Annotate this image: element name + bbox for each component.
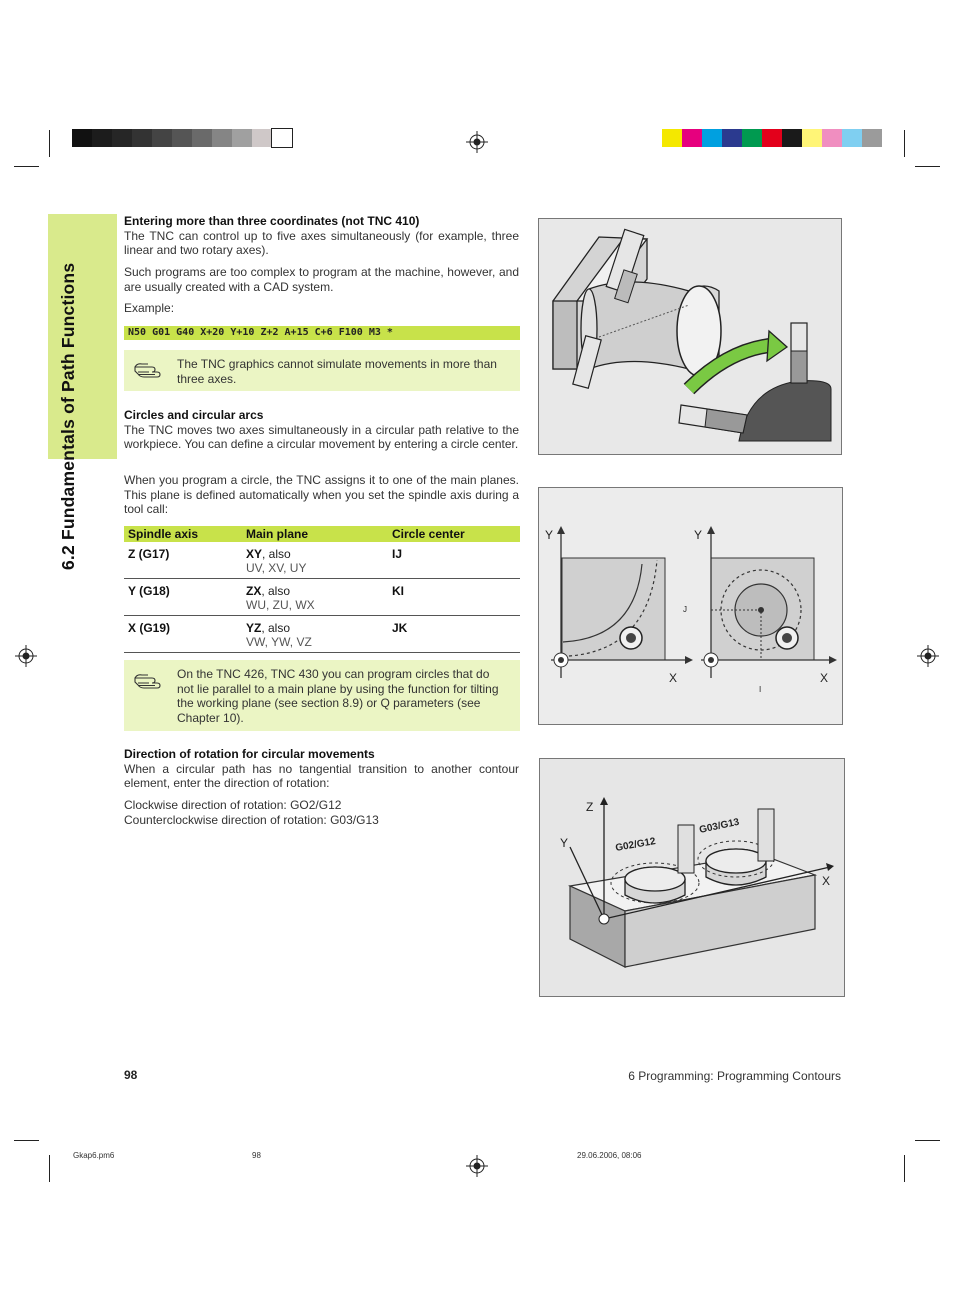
- main-plane-cell: YZ: [246, 621, 262, 635]
- circle-center-cell: IJ: [392, 547, 403, 561]
- color-swatch: [252, 129, 272, 147]
- j-label: J: [683, 605, 687, 614]
- counterclockwise-line: Counterclockwise direction of rotation: G03/G13: [124, 812, 379, 827]
- color-swatch: [132, 129, 152, 147]
- table-row: [124, 542, 520, 579]
- color-swatch: [682, 129, 702, 147]
- section1-heading: Entering more than three coordinates (not TNC 410): [124, 214, 420, 228]
- alt-planes-cell: VW, YW, VZ: [246, 635, 312, 649]
- color-swatch: [742, 129, 762, 147]
- registration-mark-icon: [917, 645, 939, 667]
- i-label: I: [759, 685, 762, 694]
- clockwise-line: Clockwise direction of rotation: GO2/G12: [124, 798, 342, 812]
- color-swatch: [862, 129, 882, 147]
- spindle-axis-cell: Y (G18): [128, 584, 170, 598]
- table-header-spindle: Spindle axis: [124, 526, 242, 542]
- main-plane-cell: XY: [246, 547, 263, 561]
- side-tab-title: 6.2 Fundamentals of Path Functions: [58, 262, 78, 570]
- figure-rotation-direction: [539, 758, 845, 997]
- x-axis-label: X: [822, 874, 831, 888]
- crop-mark: [904, 1155, 905, 1182]
- alt-planes-cell: WU, ZU, WX: [246, 598, 315, 612]
- color-swatch: [822, 129, 842, 147]
- circle-center-cell: KI: [392, 584, 404, 598]
- note-text-graphics: The TNC graphics cannot simulate movements in more than three axes.: [177, 357, 497, 386]
- alt-planes-cell: UV, XV, UY: [246, 561, 307, 575]
- color-swatch: [112, 129, 132, 147]
- color-swatch: [762, 129, 782, 147]
- note-text-tilting: On the TNC 426, TNC 430 you can program circles that do not lie parallel to a main plane by using the function for tilting the working plane (see section 8.9) or Q parameters (see Chapter 10).: [177, 667, 499, 725]
- registration-mark-icon: [466, 1155, 488, 1177]
- main-plane-table: [124, 526, 520, 653]
- color-swatch: [192, 129, 212, 147]
- section3-heading: Direction of rotation for circular movements: [124, 747, 375, 761]
- z-axis-label: Z: [586, 800, 594, 814]
- section1-para2: Such programs are too complex to program at the machine, however, and are usually created with a CAD system.: [124, 265, 519, 294]
- figure-five-axis: [538, 218, 842, 455]
- section2-para2: When you program a circle, the TNC assigns it to one of the main planes. This plane is defined automatically when you set the spindle axis during a tool call:: [124, 473, 519, 516]
- crop-mark: [14, 166, 39, 167]
- pointing-hand-icon: [134, 359, 164, 381]
- section2-heading: Circles and circular arcs: [124, 408, 264, 422]
- chapter-footer: 6 Programming: Programming Contours: [628, 1069, 841, 1083]
- y-axis-label: Y: [560, 836, 569, 850]
- section2-block: [124, 408, 519, 452]
- section3-lines: [124, 798, 519, 827]
- color-swatch: [272, 129, 292, 147]
- page-number: 98: [124, 1068, 138, 1082]
- table-row: [124, 579, 520, 616]
- color-swatch: [702, 129, 722, 147]
- color-swatch: [842, 129, 862, 147]
- crop-mark: [915, 1140, 940, 1141]
- section2-para1: The TNC moves two axes simultaneously in a circular path relative to the workpiece. You can define a circular movement by entering a circle center.: [124, 422, 519, 451]
- note-box-tilting: [124, 660, 520, 731]
- color-swatch: [232, 129, 252, 147]
- slug-filename: Gkap6.pm6: [73, 1151, 115, 1160]
- color-swatch: [802, 129, 822, 147]
- g03-label: G03/G13: [698, 816, 741, 836]
- registration-mark-icon: [15, 645, 37, 667]
- note-box-graphics: [124, 350, 520, 391]
- example-label: Example:: [124, 301, 175, 315]
- section3-para1: When a circular path has no tangential transition to another contour element, enter the direction of rotation:: [124, 761, 519, 790]
- spindle-axis-cell: Z (G17): [128, 547, 170, 561]
- spindle-axis-cell: X (G19): [128, 621, 171, 635]
- crop-mark: [904, 130, 905, 157]
- x-axis-label-left: X: [669, 671, 678, 685]
- color-swatch: [722, 129, 742, 147]
- crop-mark: [49, 130, 50, 157]
- main-plane-cell: ZX: [246, 584, 262, 598]
- nc-code-example: N50 G01 G40 X+20 Y+10 Z+2 A+15 C+6 F100 M3 *: [128, 327, 393, 338]
- x-axis-label-right: X: [820, 671, 829, 685]
- color-swatch: [212, 129, 232, 147]
- color-swatch: [72, 129, 92, 147]
- table-header-row: [124, 526, 520, 542]
- also-text: , also: [261, 584, 291, 598]
- slug-page: 98: [252, 1151, 261, 1160]
- section1-para1: The TNC can control up to five axes simultaneously (for example, three linear and two rotary axes).: [124, 228, 519, 257]
- color-swatch: [152, 129, 172, 147]
- slug-date: 29.06.2006, 08:06: [577, 1151, 642, 1160]
- pointing-hand-icon: [134, 670, 164, 692]
- circle-center-cell: JK: [392, 621, 408, 635]
- crop-mark: [49, 1155, 50, 1182]
- registration-mark-icon: [466, 131, 488, 153]
- figure-circle-center: [538, 487, 843, 725]
- also-text: , also: [262, 547, 291, 561]
- color-swatch: [172, 129, 192, 147]
- section3-block: [124, 747, 519, 791]
- crop-mark: [14, 1140, 39, 1141]
- section1-block: [124, 214, 519, 258]
- also-text: , also: [261, 621, 291, 635]
- g02-label: G02/G12: [614, 836, 657, 854]
- color-swatch: [662, 129, 682, 147]
- table-header-center: Circle center: [388, 526, 520, 542]
- color-swatch: [782, 129, 802, 147]
- crop-mark: [915, 166, 940, 167]
- color-swatch: [92, 129, 112, 147]
- y-axis-label-right: Y: [694, 528, 703, 542]
- table-header-plane: Main plane: [242, 526, 388, 542]
- y-axis-label-left: Y: [545, 528, 554, 542]
- table-row: [124, 616, 520, 653]
